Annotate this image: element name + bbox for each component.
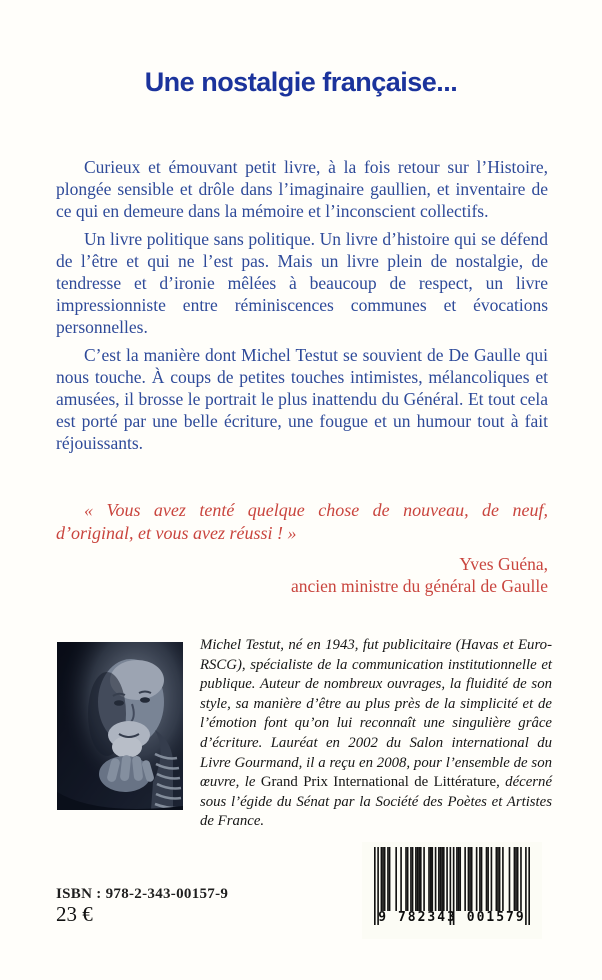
- quote-text: « Vous avez tenté quelque chose de nouveau, de neuf, d’original, et vous avez réussi ! »: [56, 500, 548, 543]
- quote-attribution-role: ancien ministre du général de Gaulle: [290, 576, 548, 596]
- isbn-label: ISBN : 978-2-343-00157-9: [56, 886, 229, 902]
- synopsis-paragraph-1: Curieux et émouvant petit livre, à la fois retour sur l’Histoire, plongée sensible et drôle dans l’imaginaire gaullien, et inventaire de ce qui en demeure dans la mémoire et l’inconscient collectifs.: [56, 157, 548, 222]
- price-label: 23 €: [56, 902, 93, 926]
- author-portrait-image: [57, 642, 183, 810]
- author-bio: Michel Testut, né en 1943, fut publicitaire (Havas et Euro-RSCG), spécialiste de la communication institutionnelle et publique. Auteur de nombreux ouvrages, la fluidité de son style, sa manière d’être au plus près de la simplicité et de l’émotion font qu’on lui reconnaît une singulière grâce d’écriture. Lauréat en 2002 du Salon international du Livre Gourmand, il a reçu en 2008, pour l’ensemble de son œuvre, le Grand Prix International de Littérature, décerné sous l’égide du Sénat par la Société des Poètes et Artistes de France.: [200, 637, 553, 830]
- synopsis-block: [56, 156, 548, 455]
- page-title: Une nostalgie française...: [144, 67, 458, 97]
- barcode-digits: 9 782343 001579: [378, 910, 526, 925]
- press-quote: [56, 499, 548, 597]
- barcode: [362, 842, 542, 939]
- quote-attribution-name: Yves Guéna,: [459, 554, 548, 574]
- author-photo: [57, 642, 183, 810]
- synopsis-paragraph-2: Un livre politique sans politique. Un livre d’histoire qui se défend de l’être et qui ne l’est pas. Mais un livre plein de nostalgie, de tendresse et d’ironie mêlées à beaucoup de respect, un livre impressionniste entre réminiscences communes et évocations personnelles.: [56, 228, 548, 338]
- quote-attribution: [56, 553, 548, 597]
- synopsis-paragraph-3: C’est la manière dont Michel Testut se souvient de De Gaulle qui nous touche. À coups de petites touches intimistes, mélancoliques et amusées, il brosse le portrait le plus inattendu du Général. Et tout cela est porté par une belle écriture, une fougue et un humour tout à fait réjouissants.: [56, 344, 548, 454]
